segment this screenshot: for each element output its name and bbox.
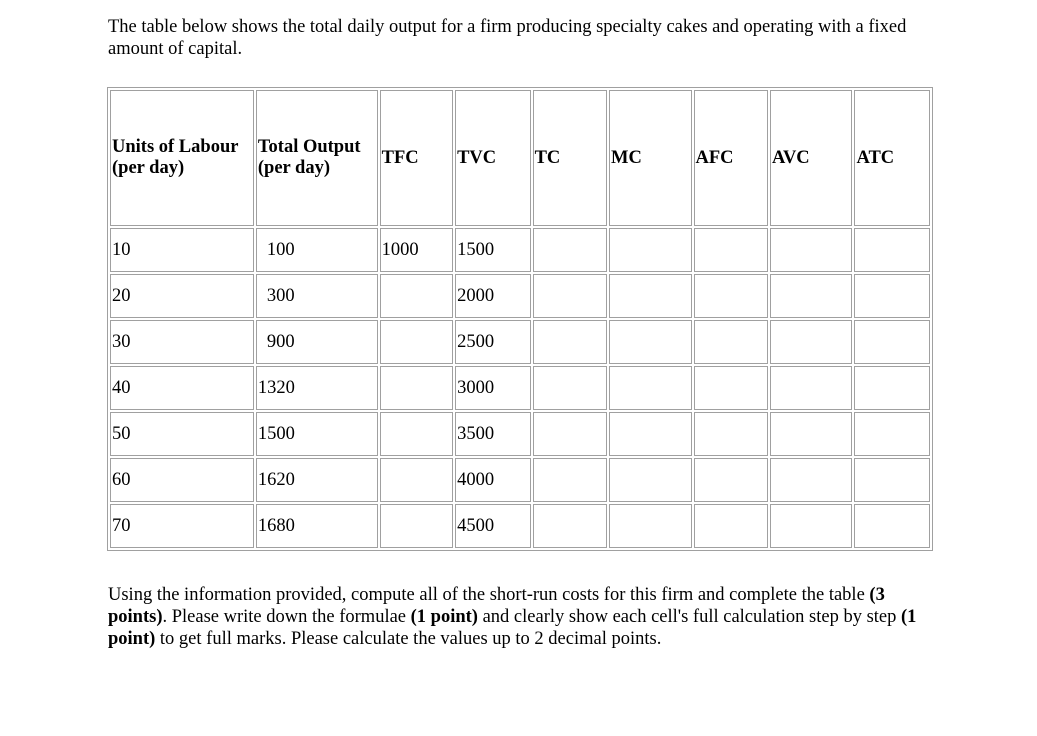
cell-tc (533, 228, 607, 272)
cell-tfc (380, 366, 453, 410)
cell-tvc: 2000 (455, 274, 530, 318)
header-total-output: Total Output (per day) (256, 90, 378, 226)
instructions-paragraph (108, 584, 938, 650)
cell-mc (609, 412, 692, 456)
cell-tvc: 4500 (455, 504, 530, 548)
cell-units: 10 (110, 228, 254, 272)
cell-mc (609, 228, 692, 272)
cell-tvc: 2500 (455, 320, 530, 364)
cell-tfc: 1000 (380, 228, 453, 272)
table-header-row (110, 90, 930, 226)
cell-mc (609, 320, 692, 364)
cell-tc (533, 274, 607, 318)
table-row (110, 504, 930, 548)
header-tc: TC (533, 90, 607, 226)
cell-mc (609, 504, 692, 548)
cell-units: 60 (110, 458, 254, 502)
cell-atc (854, 458, 930, 502)
cell-afc (694, 366, 768, 410)
cell-avc (770, 320, 853, 364)
cell-mc (609, 366, 692, 410)
cell-output: 1680 (256, 504, 378, 548)
cell-atc (854, 228, 930, 272)
cell-tvc: 3500 (455, 412, 530, 456)
table-row (110, 274, 930, 318)
table-row (110, 458, 930, 502)
cell-avc (770, 412, 853, 456)
cell-afc (694, 274, 768, 318)
cell-units: 50 (110, 412, 254, 456)
cell-mc (609, 458, 692, 502)
cell-output: 1320 (256, 366, 378, 410)
cell-output: 900 (256, 320, 378, 364)
cell-tvc: 1500 (455, 228, 530, 272)
points-label-formulae: (1 point) (410, 607, 478, 627)
cell-tfc (380, 274, 453, 318)
points-label-table: (3 points) (108, 585, 885, 627)
header-units-of-labour: Units of Labour (per day) (110, 90, 254, 226)
cell-afc (694, 458, 768, 502)
cell-atc (854, 504, 930, 548)
cell-avc (770, 504, 853, 548)
points-label-calculation: (1 point) (108, 607, 917, 649)
cell-tfc (380, 504, 453, 548)
table-row (110, 228, 930, 272)
header-avc: AVC (770, 90, 853, 226)
cell-units: 20 (110, 274, 254, 318)
cell-atc (854, 366, 930, 410)
cell-atc (854, 320, 930, 364)
cell-tc (533, 412, 607, 456)
instructions-text-3: and clearly show each cell's full calculation step by step (477, 607, 902, 627)
intro-paragraph: The table below shows the total daily output for a firm producing specialty cakes and operating with a fixed amount of capital. (108, 17, 907, 59)
header-tfc: TFC (380, 90, 453, 226)
cell-atc (854, 274, 930, 318)
cell-output: 300 (256, 274, 378, 318)
cell-tc (533, 320, 607, 364)
cell-afc (694, 412, 768, 456)
cell-avc (770, 228, 853, 272)
cell-output: 1620 (256, 458, 378, 502)
cell-output: 100 (256, 228, 378, 272)
cell-units: 40 (110, 366, 254, 410)
cell-tvc: 3000 (455, 366, 530, 410)
cell-units: 70 (110, 504, 254, 548)
cell-tfc (380, 458, 453, 502)
cell-atc (854, 412, 930, 456)
cell-tc (533, 366, 607, 410)
cell-tfc (380, 412, 453, 456)
header-tvc: TVC (455, 90, 530, 226)
instructions-text-4: to get full marks. Please calculate the values up to 2 decimal points. (155, 629, 662, 649)
cell-afc (694, 504, 768, 548)
header-atc: ATC (854, 90, 930, 226)
cell-afc (694, 320, 768, 364)
cell-tc (533, 458, 607, 502)
cell-avc (770, 458, 853, 502)
instructions-text-1: Using the information provided, compute all of the short-run costs for this firm and complete the table (108, 585, 870, 605)
instructions-text-2: . Please write down the formulae (162, 607, 411, 627)
cell-tc (533, 504, 607, 548)
cell-avc (770, 366, 853, 410)
table-row (110, 320, 930, 364)
cell-tfc (380, 320, 453, 364)
cell-mc (609, 274, 692, 318)
cell-avc (770, 274, 853, 318)
cell-output: 1500 (256, 412, 378, 456)
cell-tvc: 4000 (455, 458, 530, 502)
table-row (110, 366, 930, 410)
cell-afc (694, 228, 768, 272)
table-row (110, 412, 930, 456)
header-mc: MC (609, 90, 692, 226)
header-afc: AFC (694, 90, 768, 226)
cell-units: 30 (110, 320, 254, 364)
cost-table (107, 87, 933, 551)
